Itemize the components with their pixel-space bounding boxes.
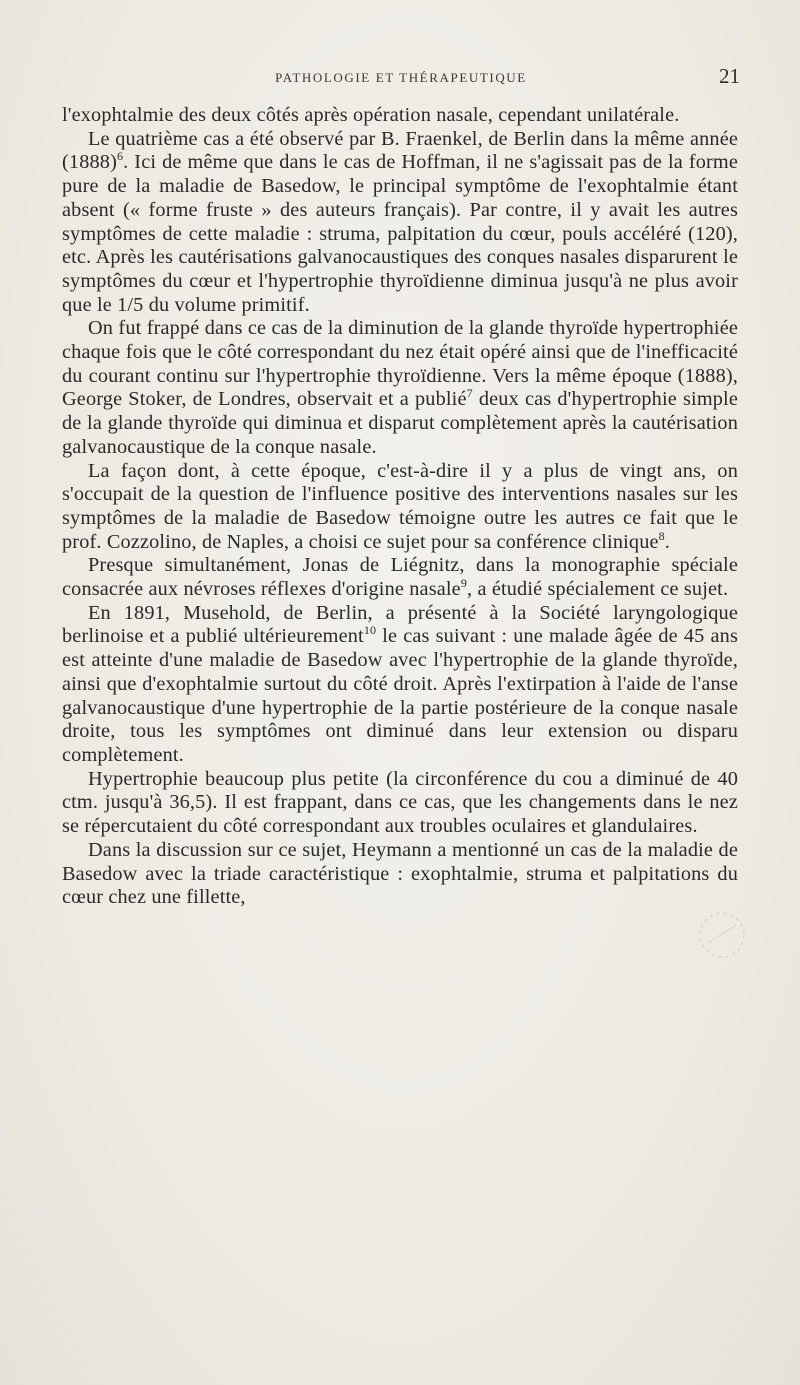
paragraph-text: La façon dont, à cette époque, c'est-à-dire il y a plus de vingt ans, on s'occupait de la question de l'influence positive des interventions nasales sur les symptômes de la maladie de Basedow témoigne outre les autres ce fait que le prof. Cozzolino, de Naples, a choisi ce sujet pour sa conférence clinique xyxy=(62,459,738,553)
paragraph-text: On fut frappé dans ce cas de la diminution de la glande thyroïde hypertrophiée chaque fois que le côté correspondant du nez était opéré ainsi que de l'inefficacité du courant continu sur l'hypertrophie thyroïdienne. Vers la même époque (1888), George Stoker, de Londres, observait et a publié xyxy=(62,317,738,411)
paragraph-text: deux cas d'hypertrophie simple de la glande thyroïde qui diminua et disparut complètement après la cautérisation galvanocaustique de la conque nasale. xyxy=(62,388,738,458)
paragraph-text: , a étudié spécialement ce sujet. xyxy=(467,578,729,601)
paragraph-text: Le quatrième cas a été observé par B. Fraenkel, de Berlin dans la même année (1888) xyxy=(62,127,738,174)
paragraph xyxy=(62,460,738,555)
footnote-marker: 6 xyxy=(116,149,124,164)
paragraph xyxy=(62,602,738,768)
paragraph-text: . xyxy=(664,530,671,553)
paragraph-text: . Ici de même que dans le cas de Hoffman, il ne s'agissait pas de la forme pure de la maladie de Basedow, le principal symptôme de l'exophtalmie étant absent (« forme fruste » des auteurs français). Par contre, il y avait les autres symptômes de cette maladie : struma, palpitation du cœur, pouls accéléré (120), etc. Après les cautérisations galvanocaustiques des conques nasales disparurent le symptômes du cœur et l'hypertrophie thyroïdienne diminua jusqu'à ne plus avoir que le 1/5 du volume primitif. xyxy=(62,151,738,316)
paragraph xyxy=(62,104,738,128)
paragraph xyxy=(62,554,738,601)
paragraph-text: Hypertrophie beaucoup plus petite (la circonférence du cou a diminué de 40 ctm. jusqu'à 36,5). Il est frappant, dans ce cas, que les changements dans le nez se répercutaient du côté correspondant aux troubles oculaires et glandulaires. xyxy=(62,767,738,838)
paragraph xyxy=(62,839,738,910)
paragraph-text: En 1891, Musehold, de Berlin, a présenté à la Société laryngologique berlinoise et a publié ultérieurement xyxy=(62,601,738,648)
faint-stamp-mark xyxy=(692,905,752,965)
footnote-marker: 8 xyxy=(658,528,665,543)
paragraph-text: Presque simultanément, Jonas de Liégnitz, dans la monographie spéciale consacrée aux névroses réflexes d'origine nasale xyxy=(62,554,738,601)
paragraph-text: l'exophtalmie des deux côtés après opération nasale, cependant unilatérale. xyxy=(62,104,680,126)
footnote-marker: 9 xyxy=(460,576,467,591)
paragraph-text: Dans la discussion sur ce sujet, Heymann a mentionné un cas de la maladie de Basedow avec la triade caractéristique : exophtalmie, struma et palpitations du cœur chez une fillette, xyxy=(62,838,738,909)
page-number: 21 xyxy=(719,64,740,88)
running-head xyxy=(62,64,740,90)
footnote-marker: 10 xyxy=(363,623,377,638)
running-title: PATHOLOGIE ET THÉRAPEUTIQUE xyxy=(275,70,527,85)
paragraph xyxy=(62,317,738,459)
footnote-marker: 7 xyxy=(466,386,473,401)
paragraph xyxy=(62,128,738,318)
paragraph xyxy=(62,768,738,839)
body-text xyxy=(62,104,738,910)
paragraph-text: le cas suivant : une malade âgée de 45 ans est atteinte d'une maladie de Basedow avec l'hypertrophie de la glande thyroïde, ainsi que d'exophtalmie surtout du côté droit. Après l'extirpation à l'aide de l'anse galvanocaustique d'une hypertrophie de la partie postérieure de la conque nasale droite, tous les symptômes ont diminué dans leur extension ou disparu complètement. xyxy=(62,625,739,766)
